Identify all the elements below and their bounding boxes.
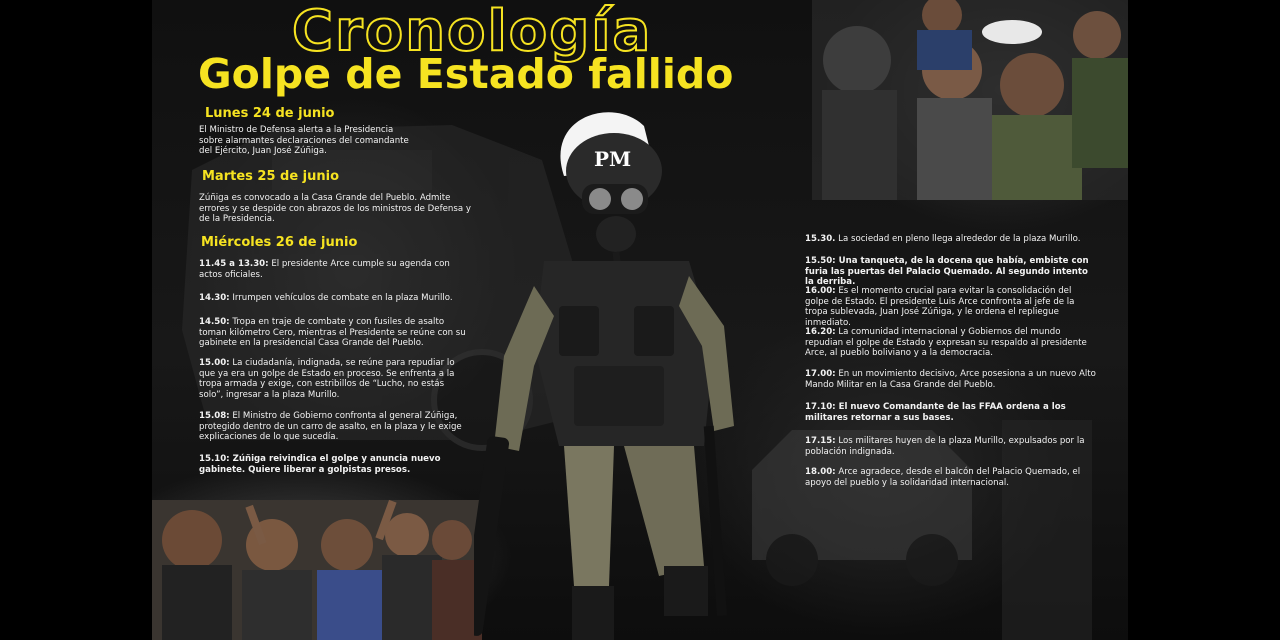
timeline-entry: 15.10: Zúñiga reivindica el golpe y anuncia nuevo gabinete. Quiere liberar a golpistas presos. bbox=[199, 454, 441, 475]
timeline-entry: 16.20: La comunidad internacional y Gobiernos del mundo repudian el golpe de Estado y expresan su respaldo al presidente Arce, al pueblo boliviano y a la democracia. bbox=[805, 327, 1087, 358]
timeline-entry: El Ministro de Defensa alerta a la Presidencia sobre alarmantes declaraciones del comandante del Ejército, Juan José Zúñiga. bbox=[199, 125, 409, 156]
timeline-entry: 18.00: Arce agradece, desde el balcón del Palacio Quemado, el apoyo del pueblo y la solidaridad internacional. bbox=[805, 467, 1081, 488]
day-heading-monday: Lunes 24 de junio bbox=[205, 106, 335, 121]
timeline-entry: Zúñiga es convocado a la Casa Grande del Pueblo. Admite errores y se despide con abrazos de los ministros de Defensa y de la Presidencia. bbox=[199, 193, 471, 224]
timeline-entry: 15.50: Una tanqueta, de la docena que había, embiste con furia las puertas del Palacio Quemado. Al segundo intento la derriba. bbox=[805, 256, 1089, 287]
timeline-entry: 15.00: La ciudadanía, indignada, se reúne para repudiar lo que ya era un golpe de Estado en proceso. Se enfrenta a la tropa armada y exige, con estribillos de “Lucho, no estás solo”, ingresar a la plaza Murillo. bbox=[199, 358, 455, 400]
riot-police-image bbox=[474, 96, 774, 640]
day-heading-tuesday: Martes 25 de junio bbox=[202, 169, 340, 184]
infographic-poster bbox=[152, 0, 1128, 640]
timeline-entry: 17.15: Los militares huyen de la plaza Murillo, expulsados por la población indignada. bbox=[805, 436, 1085, 457]
protest-crowd-image bbox=[152, 500, 482, 640]
chronology-title: Cronología bbox=[292, 0, 653, 64]
helmet-pm-label: PM bbox=[594, 147, 632, 171]
timeline-entry: 16.00: Es el momento crucial para evitar la consolidación del golpe de Estado. El presidente Luis Arce confronta al jefe de la tropa sublevada, Juan José Zúñiga, y le ordena el repliegue inmediato. bbox=[805, 286, 1075, 328]
timeline-entry: 14.50: Tropa en traje de combate y con fusiles de asalto toman kilómetro Cero, mientras el Presidente se reúne con su gabinete en la presidencial Casa Grande del Pueblo. bbox=[199, 317, 466, 348]
officials-group-image bbox=[812, 0, 1128, 200]
timeline-entry: 14.30: Irrumpen vehículos de combate en la plaza Murillo. bbox=[199, 293, 453, 303]
timeline-entry: 11.45 a 13.30: El presidente Arce cumple su agenda con actos oficiales. bbox=[199, 259, 450, 280]
day-heading-wednesday: Miércoles 26 de junio bbox=[201, 235, 358, 250]
main-title: Golpe de Estado fallido bbox=[198, 50, 734, 98]
timeline-entry: 17.00: En un movimiento decisivo, Arce posesiona a un nuevo Alto Mando Militar en la Casa Grande del Pueblo. bbox=[805, 369, 1096, 390]
timeline-entry: 15.08: El Ministro de Gobierno confronta al general Zúñiga, protegido dentro de un carro de asalto, en la plaza y le exige explicaciones de lo que sucedía. bbox=[199, 411, 462, 442]
timeline-entry: 15.30. La sociedad en pleno llega alrededor de la plaza Murillo. bbox=[805, 234, 1081, 244]
timeline-entry: 17.10: El nuevo Comandante de las FFAA ordena a los militares retornar a sus bases. bbox=[805, 402, 1066, 423]
